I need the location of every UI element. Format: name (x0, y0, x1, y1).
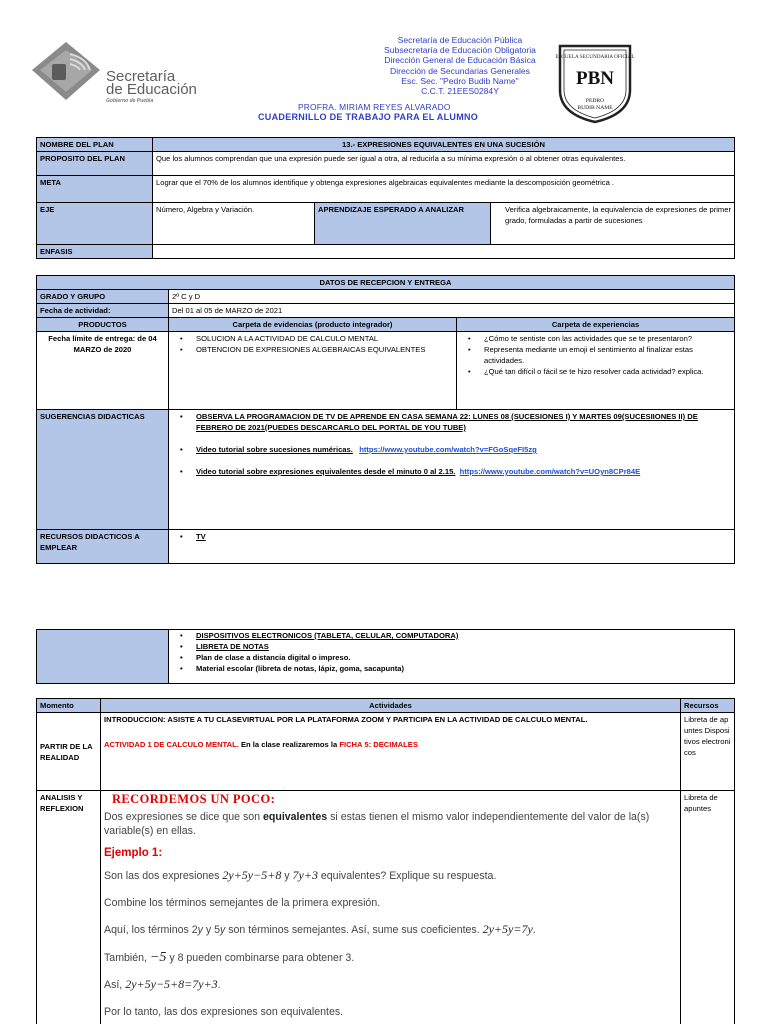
resources-cell (169, 530, 735, 564)
list-item (172, 641, 731, 652)
institution-line: Dirección General de Educación Básica (384, 55, 536, 66)
plan-learning-value: Verifica algebraicamente, la equivalencia de expresiones de primer grado, formuladas a partir de sucesiones (491, 203, 735, 245)
resource-tv: TV (196, 532, 206, 541)
evidence-folder-label: Carpeta de evidencias (producto integrador) (169, 318, 457, 332)
video1-link[interactable]: https://www.youtube.com/watch?v=FGoSqeFI5zg (359, 445, 537, 454)
col-activities-header: Actividades (101, 699, 681, 713)
deadline-label: Fecha límite de entrega: de 04 MARZO de 2020 (37, 332, 169, 410)
definition-keyword: equivalentes (263, 811, 328, 823)
list-item: • SOLUCION A LA ACTIVIDAD DE CALCULO MENTAL (172, 333, 453, 344)
suggestions-label: SUGERENCIAS DIDACTICAS (37, 410, 169, 530)
tv-program-text: OBSERVA LA PROGRAMACION DE TV DE APRENDE EN CASA SEMANA 22: LUNES 08 (SUCESIONES I) Y MARTES 09(SUCESIIONES II) DE FEBRERO DE 2021(PUEDES DESCARCARLO DEL PORTAL DE YOU TUBE) (196, 412, 698, 432)
like-terms-text: Aquí, los términos 2y y 5y son términos semejantes. Así, sume sus coeficientes. 2y+5y=7y. (104, 922, 536, 936)
resources-continued-label (37, 630, 169, 684)
question-text (104, 869, 677, 884)
example-title: Ejemplo 1: (104, 847, 163, 859)
conclusion-text: Por lo tanto, las dos expresiones son equivalentes. (104, 1005, 344, 1018)
list-item: • Material escolar (libreta de notas, lápiz, goma, sacapunta) (172, 663, 731, 674)
list-item (172, 411, 731, 433)
products-label: PRODUCTOS (37, 318, 169, 332)
variable-y: y (197, 924, 203, 936)
plan-emphasis-label: ENFASIS (37, 245, 153, 259)
plan-name-value: 13.- EXPRESIONES EQUIVALENTES EN UNA SUCESIÓN (153, 138, 735, 152)
recordemos-cell (101, 791, 681, 1024)
institution-lines (360, 35, 560, 96)
institution-line: Subsecretaría de Educación Obligatoria (384, 45, 536, 56)
badge-ring-text: ESCUELA SECUNDARIA OFICIAL (555, 54, 635, 60)
recordemos-title: RECORDEMOS UN POCO: (112, 792, 276, 806)
intro-activity-cell (101, 713, 681, 791)
mental-calc-line (104, 739, 677, 750)
badge-monogram: PBN (576, 68, 614, 89)
logo-name-line1: Secretaría (106, 68, 176, 85)
constants-part: y 8 pueden combinarse para obtener 3. (166, 951, 355, 964)
institution-line: C.C.T. 21EES0284Y (421, 86, 499, 97)
definition-part: Dos expresiones se dice que son (104, 811, 263, 823)
negative-five: −5 (149, 949, 167, 965)
col-moment-header: Momento (37, 699, 101, 713)
resource-devices: DISPOSITIVOS ELECTRONICOS (TABLETA, CELULAR, COMPUTADORA) (196, 631, 459, 640)
resources-continued-table (36, 629, 735, 684)
suggestions-list (172, 411, 731, 477)
list-item: • OBTENCION DE EXPRESIONES ALGEBRAICAS EQUIVALENTES (172, 344, 453, 355)
activity-date-value: Del 01 al 05 de MARZO de 2021 (169, 304, 735, 318)
question-part: y (281, 870, 293, 882)
list-item (172, 444, 731, 455)
video2-text: Video tutorial sobre expresiones equivalentes desde el minuto 0 al 2.15. (196, 467, 456, 476)
grade-value: 2º C y D (169, 290, 735, 304)
experience-list (460, 333, 731, 377)
badge-name-line2: BUDIB NAME (577, 105, 613, 111)
plan-goal-value: Lograr que el 70% de los alumnos identifique y obtenga expresiones algebraicas equivalentes mediante la descomposición geométrica . (153, 176, 735, 203)
constants-part: También, (104, 951, 150, 964)
resource-notebook: LIBRETA DE NOTAS (196, 642, 269, 651)
col-resources-header: Recursos (681, 699, 735, 713)
institution-line: Dirección de Secundarias Generales (390, 65, 530, 76)
list-item (172, 630, 731, 641)
resources-continued-list (172, 630, 731, 674)
activities-table (36, 698, 735, 1024)
list-item (172, 531, 731, 542)
video1-text: Video tutorial sobre sucesiones numéricas. (196, 445, 353, 454)
resources-label: RECURSOS DIDACTICOS A EMPLEAR (37, 530, 169, 564)
plan-emphasis-value (153, 245, 735, 259)
moment-reality: PARTIR DE LA REALIDAD (37, 713, 101, 791)
grade-label: GRADO Y GRUPO (37, 290, 169, 304)
list-item: • Plan de clase a distancia digital o impreso. (172, 652, 731, 663)
plan-purpose-label: PROPOSITO DEL PLAN (37, 152, 153, 176)
like-terms-part: Aquí, los términos 2 (104, 924, 198, 936)
row2-resources: Libreta de apuntes (681, 791, 735, 1024)
delivery-title: DATOS DE RECEPCION Y ENTREGA (37, 276, 735, 290)
mental-calc-text: En la clase realizaremos la (238, 740, 340, 749)
secretaria-logo (30, 40, 220, 102)
institution-line: Secretaría de Educación Pública (397, 35, 523, 45)
ficha-label: FICHA 5: DECIMALES (339, 740, 418, 749)
expression-b: 7y+3 (292, 868, 318, 882)
logo-name-line2: de Educación (106, 81, 197, 98)
sum-expression: 2y+5y=7y (482, 922, 533, 936)
mental-calc-title: ACTIVIDAD 1 DE CALCULO MENTAL. (104, 740, 239, 749)
list-item: • Representa mediante un emoji el sentimiento al finalizar estas actividades. (460, 344, 731, 366)
like-terms-part: y 5 (202, 924, 220, 936)
moment-analysis: ANALISIS Y REFLEXION (37, 791, 101, 1024)
school-badge-icon (554, 40, 636, 124)
plan-name-label: NOMBRE DEL PLAN (37, 138, 153, 152)
plan-purpose-value: Que los alumnos comprendan que una expresión puede ser igual a otra, al reducirla a su mínima expresión o al obtener otras equivalentes. (153, 152, 735, 176)
row1-resources: Libreta de apuntes Dispositivos electronicos (681, 713, 735, 791)
delivery-table (36, 275, 735, 564)
video2-link[interactable]: https://www.youtube.com/watch?v=UOyn8CPr84E (459, 467, 641, 476)
definition-part: si estas tienen el mismo valor independientemente del valor de la(s) variable(s) en ellas. (104, 811, 650, 837)
expression-a: 2y+5y−5+8 (222, 868, 282, 882)
combine-constants-text (104, 951, 677, 966)
workbook-title: CUADERNILLO DE TRABAJO PARA EL ALUMNO (258, 112, 479, 122)
question-part: Son las dos expresiones (104, 870, 223, 882)
logo-name (106, 70, 197, 96)
teacher-name: PROFRA. MIRIAM REYES ALVARADO (298, 102, 451, 112)
result-part: Así, (104, 979, 126, 991)
variable-y: y (220, 924, 226, 936)
intro-text: INTRODUCCION: ASISTE A TU CLASEVIRTUAL POR LA PLATAFORMA ZOOM Y PARTICIPA EN LA ACTIVIDAD DE CALCULO MENTAL. (104, 715, 588, 724)
plan-goal-label: META (37, 176, 153, 203)
institution-line: Esc. Sec. "Pedro Budib Name" (401, 75, 519, 86)
badge-name-line1: PEDRO (585, 98, 605, 104)
government-seal-icon (30, 40, 102, 102)
evidence-list (172, 333, 453, 355)
logo-subtitle: Gobierno de Puebla (106, 98, 154, 104)
list-item: • ¿Cómo te sentiste con las actividades que se te presentaron? (460, 333, 731, 344)
plan-axis-value: Número, Algebra y Variación. (153, 203, 315, 245)
list-item (172, 466, 731, 477)
experience-list-cell (457, 332, 735, 410)
resources-continued-cell (169, 630, 735, 684)
plan-axis-label: EJE (37, 203, 153, 245)
definition-text (104, 811, 677, 838)
combine-text: Combine los términos semejantes de la primera expresión. (104, 896, 381, 909)
activity-date-label: Fecha de actividad: (37, 304, 169, 318)
evidence-list-cell (169, 332, 457, 410)
result-expression: 2y+5y−5+8=7y+3 (125, 977, 218, 991)
list-item: • ¿Qué tan difícil o fácil se te hizo resolver cada actividad? explica. (460, 366, 731, 377)
result-text: Así, 2y+5y−5+8=7y+3. (104, 977, 221, 991)
experience-folder-label: Carpeta de experiencias (457, 318, 735, 332)
question-part: equivalentes? Explique su respuesta. (317, 870, 497, 882)
plan-learning-label: APRENDIZAJE ESPERADO A ANALIZAR (315, 203, 491, 245)
plan-table (36, 137, 735, 259)
resources-list (172, 531, 731, 542)
suggestions-cell (169, 410, 735, 530)
like-terms-part: son términos semejantes. Así, sume sus coeficientes. (225, 924, 483, 936)
